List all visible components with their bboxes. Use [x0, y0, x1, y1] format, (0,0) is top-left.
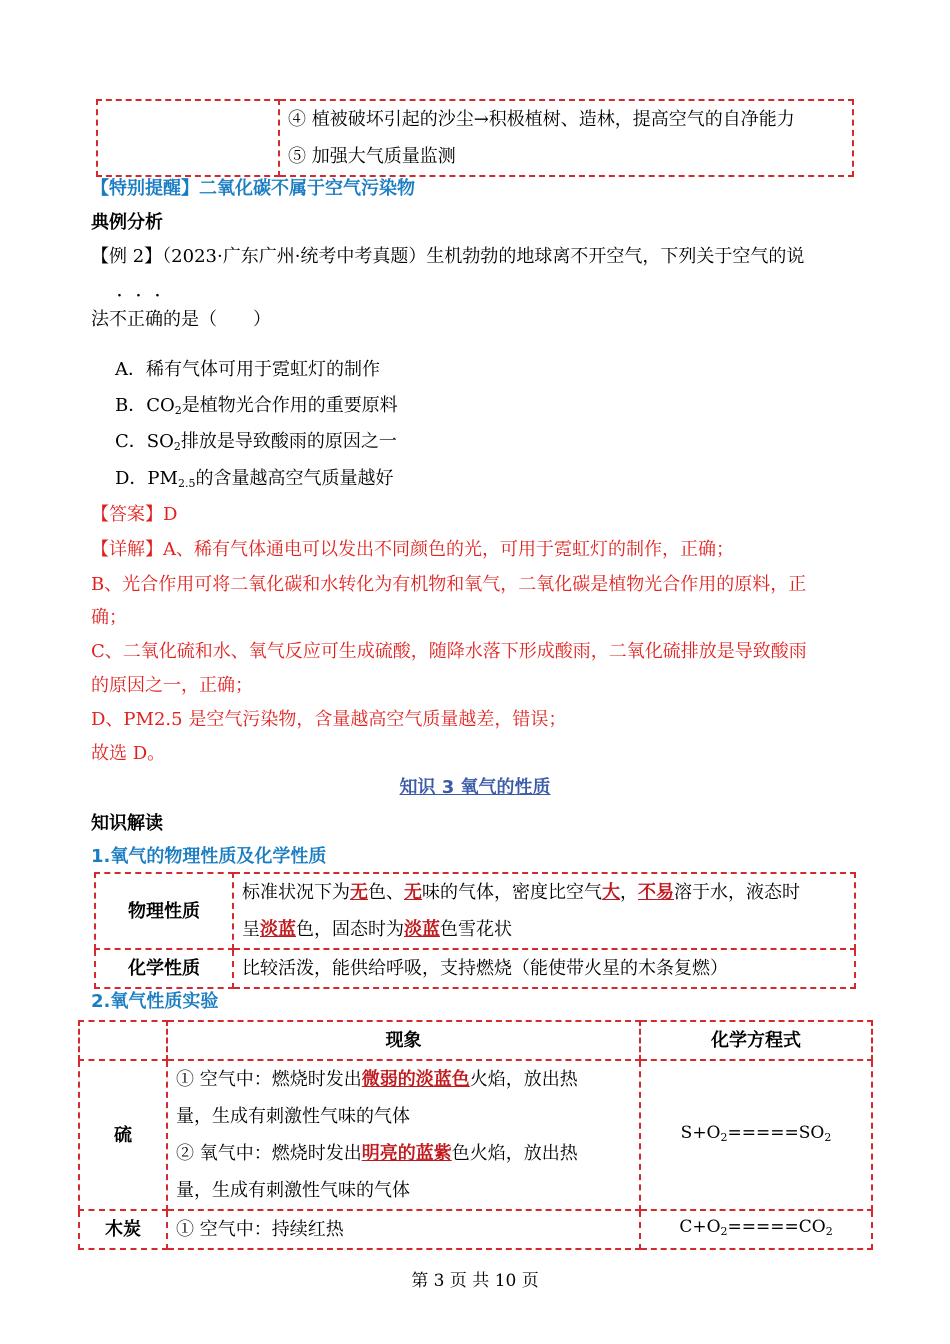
sulfur-label: 硫 [79, 1060, 167, 1210]
highlight: 大 [602, 882, 620, 903]
table-cell-empty [97, 100, 279, 176]
text: 呈 [242, 919, 260, 940]
physical-line-2 [242, 911, 846, 948]
detail-line-3: 确； [91, 607, 127, 628]
subscript: 2 [720, 1130, 728, 1144]
physical-properties [233, 873, 855, 949]
sulfur-equation [640, 1060, 872, 1210]
charcoal-label: 木炭 [79, 1210, 167, 1249]
knowledge-title-wrap [0, 773, 950, 799]
option-d [115, 464, 393, 490]
detail-line-1: 【详解】A、稀有气体通电可以发出不同颜色的光，可用于霓虹灯的制作，正确； [91, 539, 734, 560]
text: ② 氧气中：燃烧时发出 [176, 1143, 362, 1164]
subscript: 2 [720, 1225, 728, 1238]
sulfur-o2-line-1 [176, 1135, 631, 1172]
text: 色，固态时为 [296, 919, 404, 940]
physical-line-1 [242, 874, 846, 911]
charcoal-phenomenon: ① 空气中：持续红热 [167, 1210, 640, 1249]
question-text: 的是（ ） [163, 309, 271, 330]
example-heading: 典例分析 [91, 212, 163, 233]
subscript: 2.5 [177, 477, 196, 490]
subscript: 2 [825, 1225, 833, 1238]
subscript: 2 [173, 440, 181, 453]
option-b [115, 391, 398, 417]
highlight: 无 [350, 882, 368, 903]
special-note: 【特别提醒】二氧化碳不属于空气污染物 [91, 178, 415, 199]
highlight: 淡蓝 [260, 919, 296, 940]
question-emphasis: 不正确 [109, 309, 163, 330]
option-c [115, 427, 397, 453]
detail-line-2: B、光合作用可将二氧化碳和水转化为有机物和氧气，二氧化碳是植物光合作用的原料，正 [91, 574, 807, 595]
option-a: A．稀有气体可用于霓虹灯的制作 [115, 359, 380, 380]
experiment-table [78, 1020, 873, 1250]
example-question-line1: 【例 2】（2023·广东广州·统考中考真题）生机勃勃的地球离不开空气，下列关于空气的说 [91, 246, 805, 267]
emphasis-dot: · [155, 288, 160, 304]
sulfur-air-line-2: 量，生成有刺激性气味的气体 [176, 1106, 410, 1127]
table-cell-measures [279, 100, 853, 176]
section2-title: 2.氧气性质实验 [91, 991, 219, 1012]
highlight: 无 [404, 882, 422, 903]
physical-label: 物理性质 [95, 873, 233, 949]
text: 色雪花状 [440, 919, 512, 940]
text: ① 空气中：燃烧时发出 [176, 1069, 362, 1090]
text: 溶于水，液态时 [674, 882, 800, 903]
knowledge-reading-heading: 知识解读 [91, 813, 163, 834]
highlight: 不易 [638, 882, 674, 903]
option-text: 是植物光合作用的重要原料 [181, 395, 398, 416]
measure-item-5: ⑤ 加强大气质量监测 [288, 146, 456, 167]
detail-line-7: 故选 D。 [91, 743, 166, 764]
example-question-line2 [91, 305, 271, 331]
measure-item-4: ④ 植被破坏引起的沙尘→积极植树、造林，提高空气的自净能力 [288, 109, 795, 130]
option-text: 排放是导致酸雨的原因之一 [180, 431, 397, 452]
detail-line-6: D、PM2.5 是空气污染物，含量越高空气质量越差，错误； [91, 709, 567, 730]
eq-text: =====SO [727, 1122, 825, 1143]
eq-text: S+O [680, 1122, 721, 1143]
emphasis-dot: · [136, 288, 141, 304]
highlight: 微弱的淡蓝色 [361, 1069, 470, 1090]
option-text: B．CO [115, 395, 175, 416]
chemical-properties: 比较活泼，能供给呼吸，支持燃烧（能使带火星的木条复燃） [233, 949, 855, 988]
option-text: 的含量越高空气质量越好 [195, 468, 394, 489]
header-empty-cell [79, 1021, 167, 1060]
text: 色、 [368, 882, 404, 903]
pollution-measures-table [96, 99, 854, 177]
text: 色火焰，放出热 [451, 1143, 578, 1164]
col-phenomenon: 现象 [167, 1021, 640, 1060]
oxygen-properties-table [94, 872, 856, 989]
option-text: C．SO [115, 431, 174, 452]
eq-text: =====CO [727, 1217, 826, 1237]
text: ， [620, 882, 638, 903]
knowledge-title: 知识 3 氧气的性质 [399, 777, 551, 798]
answer: 【答案】D [91, 504, 178, 525]
page-footer: 第 3 页 共 10 页 [411, 1271, 539, 1291]
text: 标准状况下为 [242, 882, 350, 903]
highlight: 淡蓝 [404, 919, 440, 940]
sulfur-o2-line-2: 量，生成有刺激性气味的气体 [176, 1180, 410, 1201]
option-text: D．PM [115, 468, 178, 489]
subscript: 2 [824, 1130, 832, 1144]
emphasis-dot: · [117, 288, 122, 304]
detail-line-4: C、二氧化硫和水、氧气反应可生成硫酸，随降水落下形成酸雨，二氧化硫排放是导致酸雨 [91, 641, 807, 662]
subscript: 2 [174, 404, 182, 417]
eq-text: C+O [679, 1217, 721, 1237]
sulfur-phenomenon [167, 1060, 640, 1210]
question-text: 法 [91, 309, 109, 330]
section1-title: 1.氧气的物理性质及化学性质 [91, 846, 327, 867]
chemical-label: 化学性质 [95, 949, 233, 988]
text: 火焰，放出热 [469, 1069, 578, 1090]
sulfur-air-line-1 [176, 1061, 631, 1098]
charcoal-equation [640, 1210, 872, 1249]
highlight: 明亮的蓝紫 [361, 1143, 452, 1164]
col-equation: 化学方程式 [640, 1021, 872, 1060]
text: 味的气体，密度比空气 [422, 882, 602, 903]
detail-line-5: 的原因之一，正确； [91, 675, 253, 696]
